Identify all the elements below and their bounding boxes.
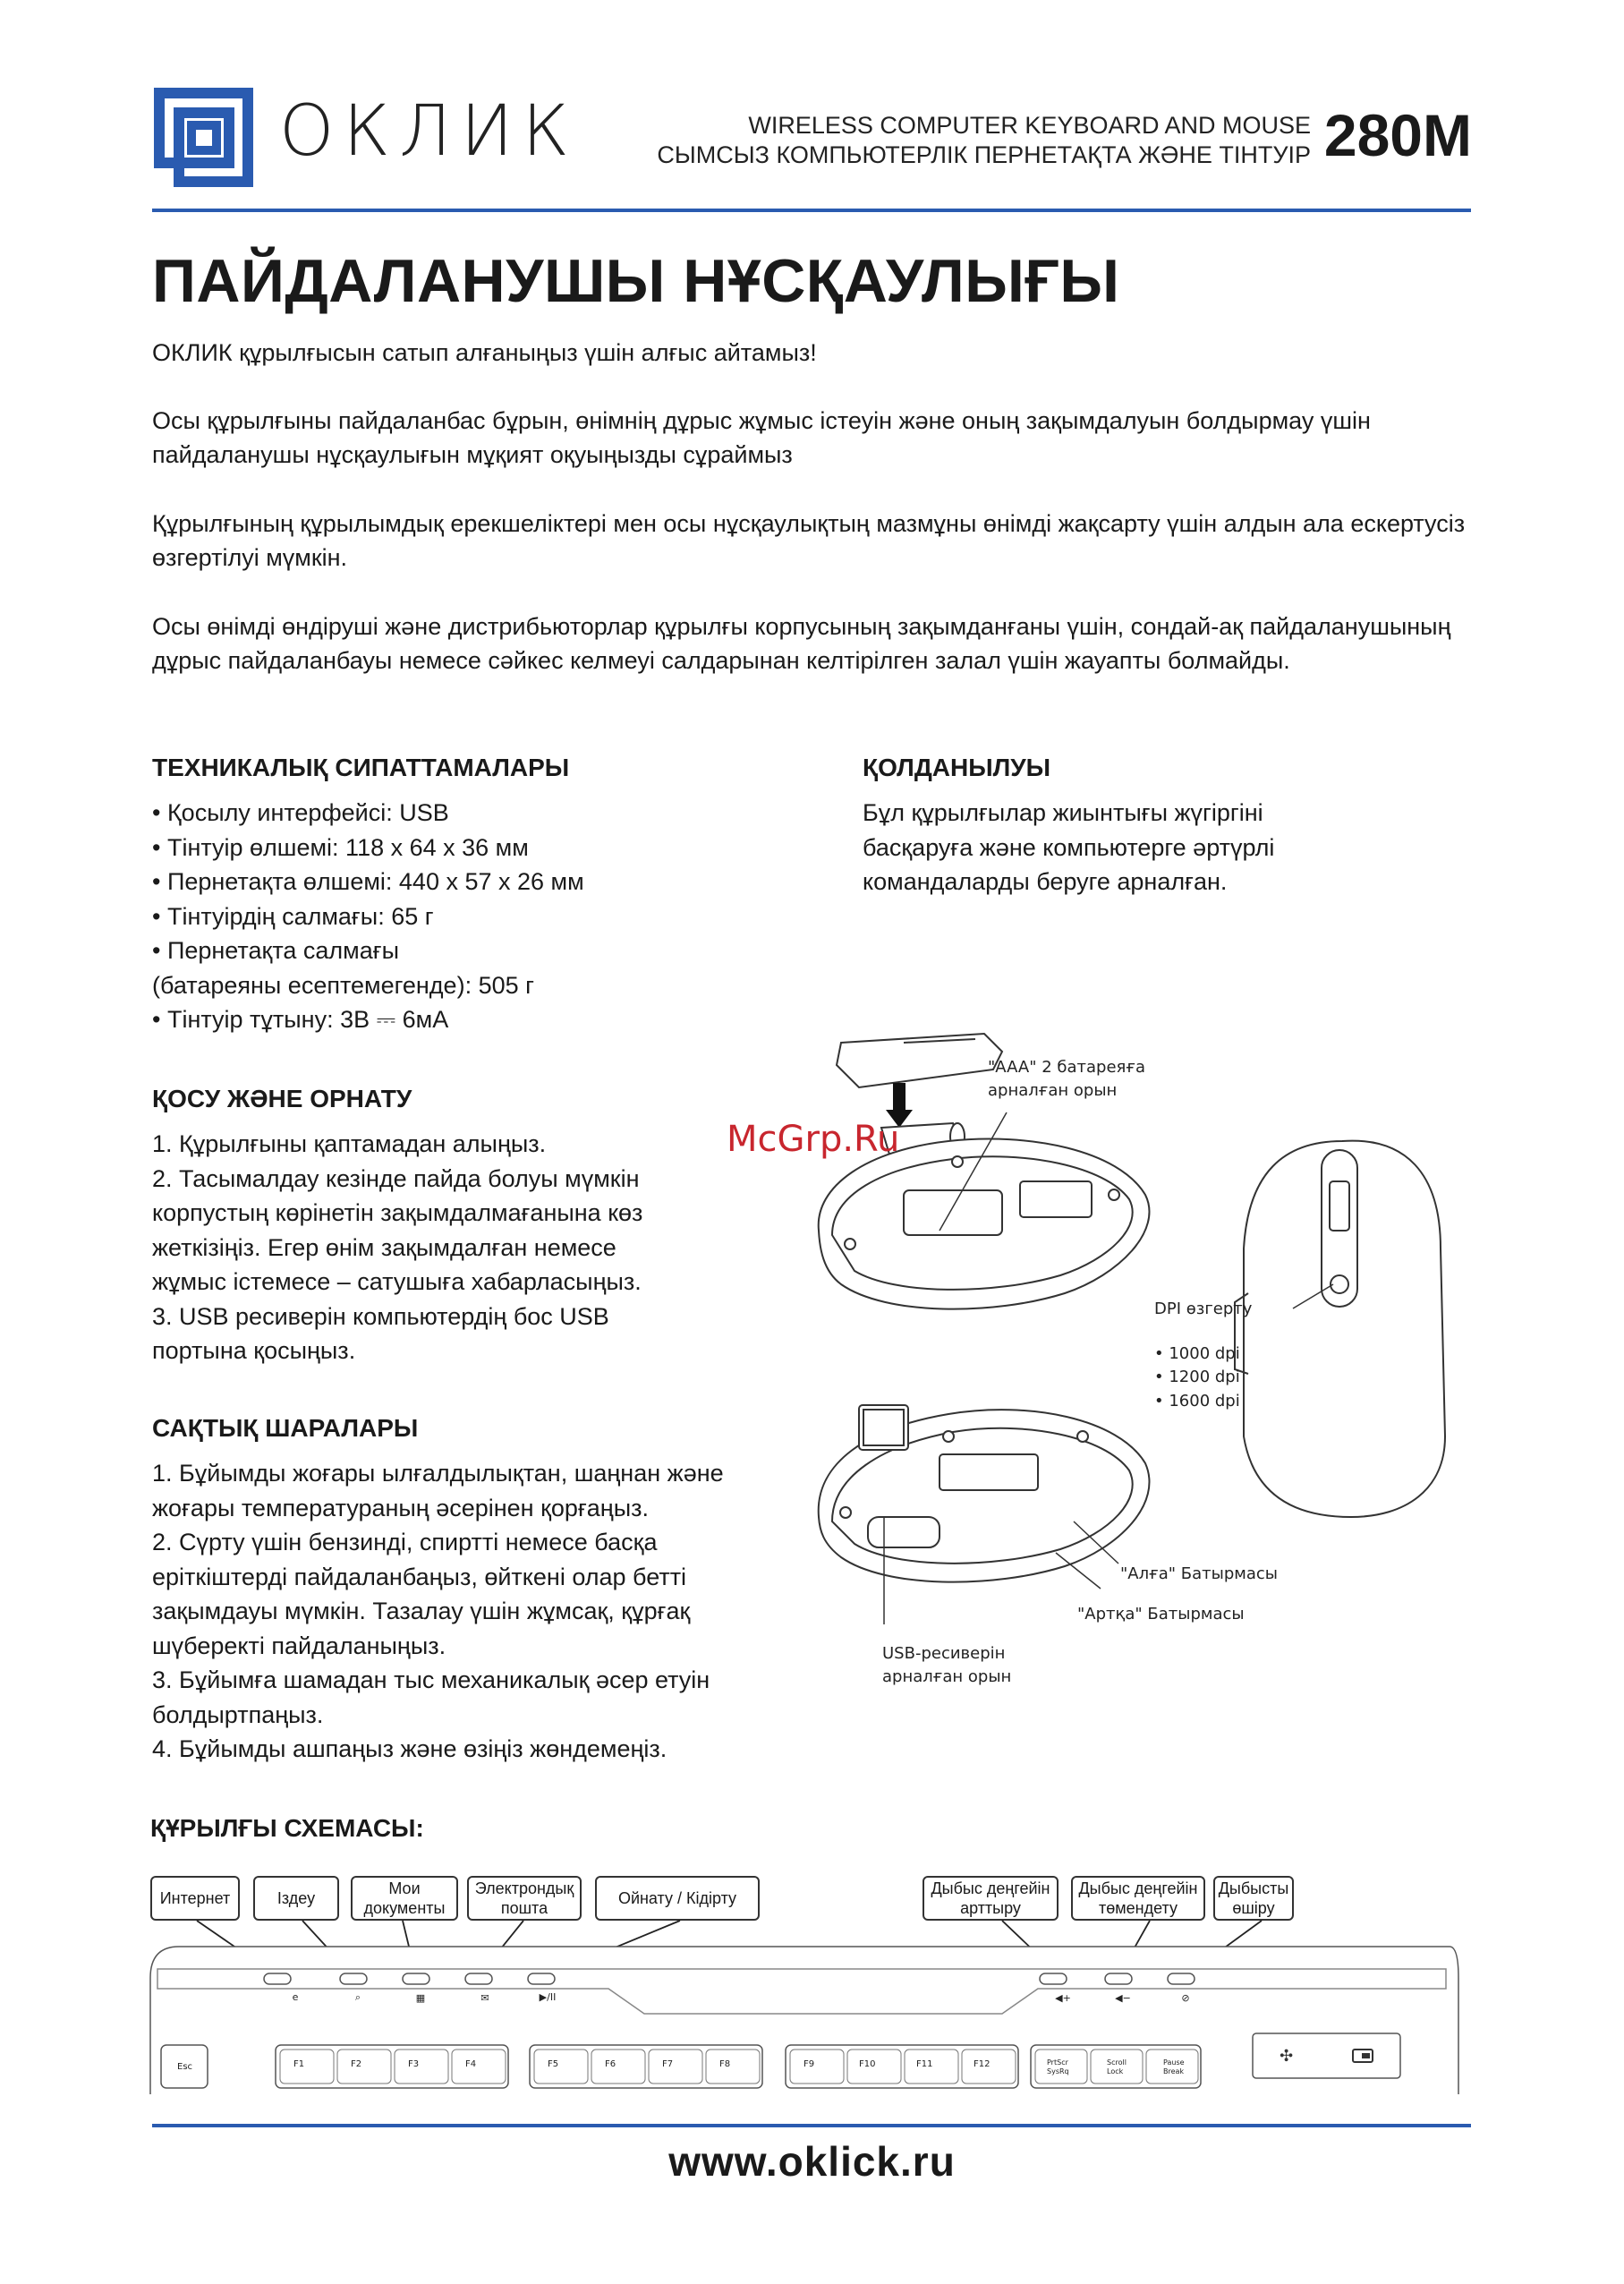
play-pause-icon: ▶/II xyxy=(539,1991,557,2003)
list-item: • Тінтуірдің салмағы: 65 г xyxy=(152,902,434,930)
keyboard-illustration xyxy=(143,1915,1485,2103)
list-item: 3. Бұйымға шамадан тыс механикалық әсер етуін xyxy=(152,1666,710,1693)
list-item: • Пернетақта салмағы xyxy=(152,937,399,964)
website-link[interactable]: www.oklick.ru xyxy=(668,2138,956,2185)
list-item: 4. Бұйымды ашпаңыз және өзіңіз жөндемеңіз. xyxy=(152,1735,667,1762)
callout-label: Мои xyxy=(388,1879,421,1897)
callout-label: Дыбыс деңгейін xyxy=(1078,1879,1198,1897)
battery-cover-drawing xyxy=(837,1034,1002,1087)
list-item: болдыртпаңыз. xyxy=(152,1700,324,1728)
callout-label: арттыру xyxy=(960,1899,1021,1917)
label-dpi-1000: • 1000 dpi xyxy=(1154,1344,1240,1363)
callout-label: пошта xyxy=(500,1899,548,1917)
label-dpi-1600: • 1600 dpi xyxy=(1154,1392,1240,1410)
label-battery-1: "AAA" 2 батареяға xyxy=(988,1058,1146,1077)
key-label: F11 xyxy=(916,2059,933,2069)
key-label: SysRq xyxy=(1047,2067,1069,2075)
brand-wordmark: ОКЛИК xyxy=(279,91,579,172)
indicator-panel xyxy=(1253,2033,1400,2078)
callout-label: өшіру xyxy=(1232,1899,1275,1917)
key-label: F1 xyxy=(293,2059,305,2069)
specs-title: ТЕХНИКАЛЫҚ СИПАТТАМАЛАРЫ xyxy=(152,754,570,781)
key-label: Break xyxy=(1163,2067,1185,2075)
list-item: жұмыс істемесе – сатушыға хабарласыңыз. xyxy=(152,1268,642,1295)
callout-label: Іздеу xyxy=(276,1889,316,1907)
label-usb-1: USB-ресиверін xyxy=(882,1644,1006,1663)
install-steps xyxy=(152,1127,642,1368)
list-item: • Пернетақта өлшемі: 440 x 57 x 26 мм xyxy=(152,868,584,895)
safety-list xyxy=(152,1456,724,1767)
list-item: 3. USB ресиверін компьютердің бос USB xyxy=(152,1302,609,1330)
volume-up-key xyxy=(1040,1973,1067,1984)
list-item: портына қосыңыз. xyxy=(152,1337,356,1364)
list-item: еріткіштерді пайдаланбаңыз, өйткені олар бетті xyxy=(152,1563,687,1590)
callout-label: Дыбысты xyxy=(1218,1879,1289,1897)
header-line-kz: СЫМСЫЗ КОМПЬЮТЕРЛІК ПЕРНЕТАҚТА ЖӘНЕ ТІНТУІР xyxy=(657,141,1311,168)
key-label: PrtScr xyxy=(1047,2058,1068,2067)
list-item: корпустың көрінетін зақымдалмағанына көз xyxy=(152,1199,643,1226)
battery-level-icon xyxy=(1362,2053,1370,2058)
key-label: Scroll xyxy=(1107,2058,1127,2067)
list-item: шүберекті пайдаланыңыз. xyxy=(152,1632,446,1659)
internet-key xyxy=(264,1973,291,1984)
label-dpi-1200: • 1200 dpi xyxy=(1154,1368,1240,1386)
internet-icon: e xyxy=(292,1991,299,2003)
mouse-bottom-receiver-drawing xyxy=(819,1405,1150,1582)
list-item: зақымдауы мүмкін. Тазалау үшін жұмсақ, құрғақ xyxy=(152,1598,691,1624)
label-battery-2: арналған орын xyxy=(988,1081,1118,1100)
list-item: 1. Бұйымды жоғары ылғалдылықтан, шаңнан және xyxy=(152,1460,724,1487)
folder-icon: ▦ xyxy=(415,1992,426,2004)
watermark: McGrp.Ru xyxy=(727,1119,900,1160)
list-item: (батареяны есептемегенде): 505 г xyxy=(152,971,534,999)
scheme-title: ҚҰРЫЛҒЫ СХЕМАСЫ: xyxy=(150,1814,424,1842)
intro-read-manual: Осы құрылғыны пайдаланбас бұрын, өнімнің дұрыс жұмыс істеуін және оның зақымдалуын болдырмау үшін пайдаланушы нұсқаулығын мұқият оқуыңызды сұраймыз xyxy=(152,407,1371,468)
model-number: 280M xyxy=(1323,102,1472,168)
list-item: басқаруға және компьютерге әртүрлі xyxy=(863,833,1275,861)
list-item: 2. Тасымалдау кезінде пайда болуы мүмкін xyxy=(152,1164,640,1192)
callout-label: төмендету xyxy=(1099,1899,1178,1917)
intro-changes: Құрылғының құрылымдық ерекшеліктері мен осы нұсқаулықтың мазмұны өнімді жақсарту үшін алдын ала ескертусіз өзгертілуі мүмкін. xyxy=(152,510,1466,571)
mouse-illustration xyxy=(796,1016,1476,1696)
list-item: • Тінтуір өлшемі: 118 x 64 x 36 мм xyxy=(152,833,529,861)
callout-label: Интернет xyxy=(159,1889,231,1907)
mute-key xyxy=(1168,1973,1195,1984)
header-divider xyxy=(152,209,1471,212)
key-label: F8 xyxy=(719,2059,731,2069)
key-label: F7 xyxy=(662,2059,674,2069)
key-label: Pause xyxy=(1163,2058,1185,2067)
intro-liability: Осы өнімді өндіруші және дистрибьюторлар құрылғы корпусының зақымданғаны үшін, сондай-ақ пайдаланушының дұрыс пайдаланбауы немесе сәйкес келмеуі салдарынан келтірілген залал үшін жауапты болмайды. xyxy=(152,613,1451,674)
volume-up-icon: ◀+ xyxy=(1055,1992,1071,2004)
key-label: F5 xyxy=(548,2059,559,2069)
list-item: жеткізіңіз. Егер өнім зақымдалған немесе xyxy=(152,1233,616,1261)
callout-mute xyxy=(1213,1876,1294,1921)
list-item: жоғары температураның әсерінен қорғаңыз. xyxy=(152,1494,650,1521)
search-icon: ⌕ xyxy=(354,1991,361,2003)
header-product-lines xyxy=(657,111,1311,170)
install-title: ҚОСУ ЖӘНЕ ОРНАТУ xyxy=(152,1085,412,1112)
key-label: Lock xyxy=(1107,2067,1124,2075)
list-item: • Тінтуір тұтыну: 3В ⎓ 6мА xyxy=(152,1006,449,1033)
footer-divider xyxy=(152,2124,1471,2127)
list-item: • Қосылу интерфейсі: USB xyxy=(152,799,449,826)
label-usb-2: арналған орын xyxy=(882,1667,1012,1686)
callout-label: Ойнату / Кідірту xyxy=(617,1889,737,1907)
list-item: командаларды беруге арналған. xyxy=(863,868,1228,895)
label-dpi: DPI өзгерту xyxy=(1154,1300,1253,1318)
page-title: ПАЙДАЛАНУШЫ НҰСҚАУЛЫҒЫ xyxy=(152,247,1120,315)
key-label: F6 xyxy=(605,2059,616,2069)
list-item: 1. Құрылғыны қаптамадан алыңыз. xyxy=(152,1130,547,1157)
key-label: F2 xyxy=(351,2059,362,2069)
key-label: F10 xyxy=(859,2059,876,2069)
callout-volume-up xyxy=(923,1876,1059,1921)
volume-down-icon: ◀− xyxy=(1115,1992,1131,2004)
callout-email xyxy=(467,1876,582,1921)
label-forward-button: "Алға" Батырмасы xyxy=(1120,1564,1278,1583)
oklick-logo-icon xyxy=(152,86,255,189)
key-label: F3 xyxy=(408,2059,420,2069)
intro-thanks: ОКЛИК құрылғысын сатып алғаныңыз үшін алғыс айтамыз! xyxy=(152,339,817,366)
callout-my-documents xyxy=(351,1876,458,1921)
email-key xyxy=(465,1973,492,1984)
volume-down-key xyxy=(1105,1973,1132,1984)
key-label: Esc xyxy=(177,2062,193,2072)
play-pause-key xyxy=(528,1973,555,1984)
dpad-icon: ✣ xyxy=(1280,2047,1294,2066)
key-label: F9 xyxy=(803,2059,815,2069)
mouse-top-drawing xyxy=(1235,1141,1445,1517)
list-item: Бұл құрылғылар жиынтығы жүгіргіні xyxy=(863,799,1263,826)
callout-volume-down xyxy=(1071,1876,1205,1921)
callout-search xyxy=(253,1876,339,1921)
usage-text xyxy=(863,796,1274,899)
callout-play-pause xyxy=(595,1876,760,1921)
callout-label: Дыбыс деңгейін xyxy=(931,1879,1050,1897)
mute-icon: ⊘ xyxy=(1181,1992,1190,2004)
callout-label: документы xyxy=(363,1899,446,1917)
key-label: F12 xyxy=(974,2059,991,2069)
safety-title: САҚТЫҚ ШАРАЛАРЫ xyxy=(152,1414,419,1442)
callout-internet xyxy=(150,1876,240,1921)
usage-title: ҚОЛДАНЫЛУЫ xyxy=(863,754,1051,781)
header-line-en: WIRELESS COMPUTER KEYBOARD AND MOUSE xyxy=(748,112,1311,139)
key-label: F4 xyxy=(465,2059,477,2069)
mouse-bottom-drawing xyxy=(819,1139,1150,1309)
list-item: 2. Сүрту үшін бензинді, спиртті немесе басқа xyxy=(152,1529,658,1555)
my-documents-key xyxy=(403,1973,429,1984)
label-back-button: "Артқа" Батырмасы xyxy=(1077,1605,1245,1624)
callout-label: Электрондық xyxy=(474,1879,574,1897)
specs-list xyxy=(152,796,584,1037)
mail-icon: ✉ xyxy=(480,1992,489,2004)
search-key xyxy=(340,1973,367,1984)
